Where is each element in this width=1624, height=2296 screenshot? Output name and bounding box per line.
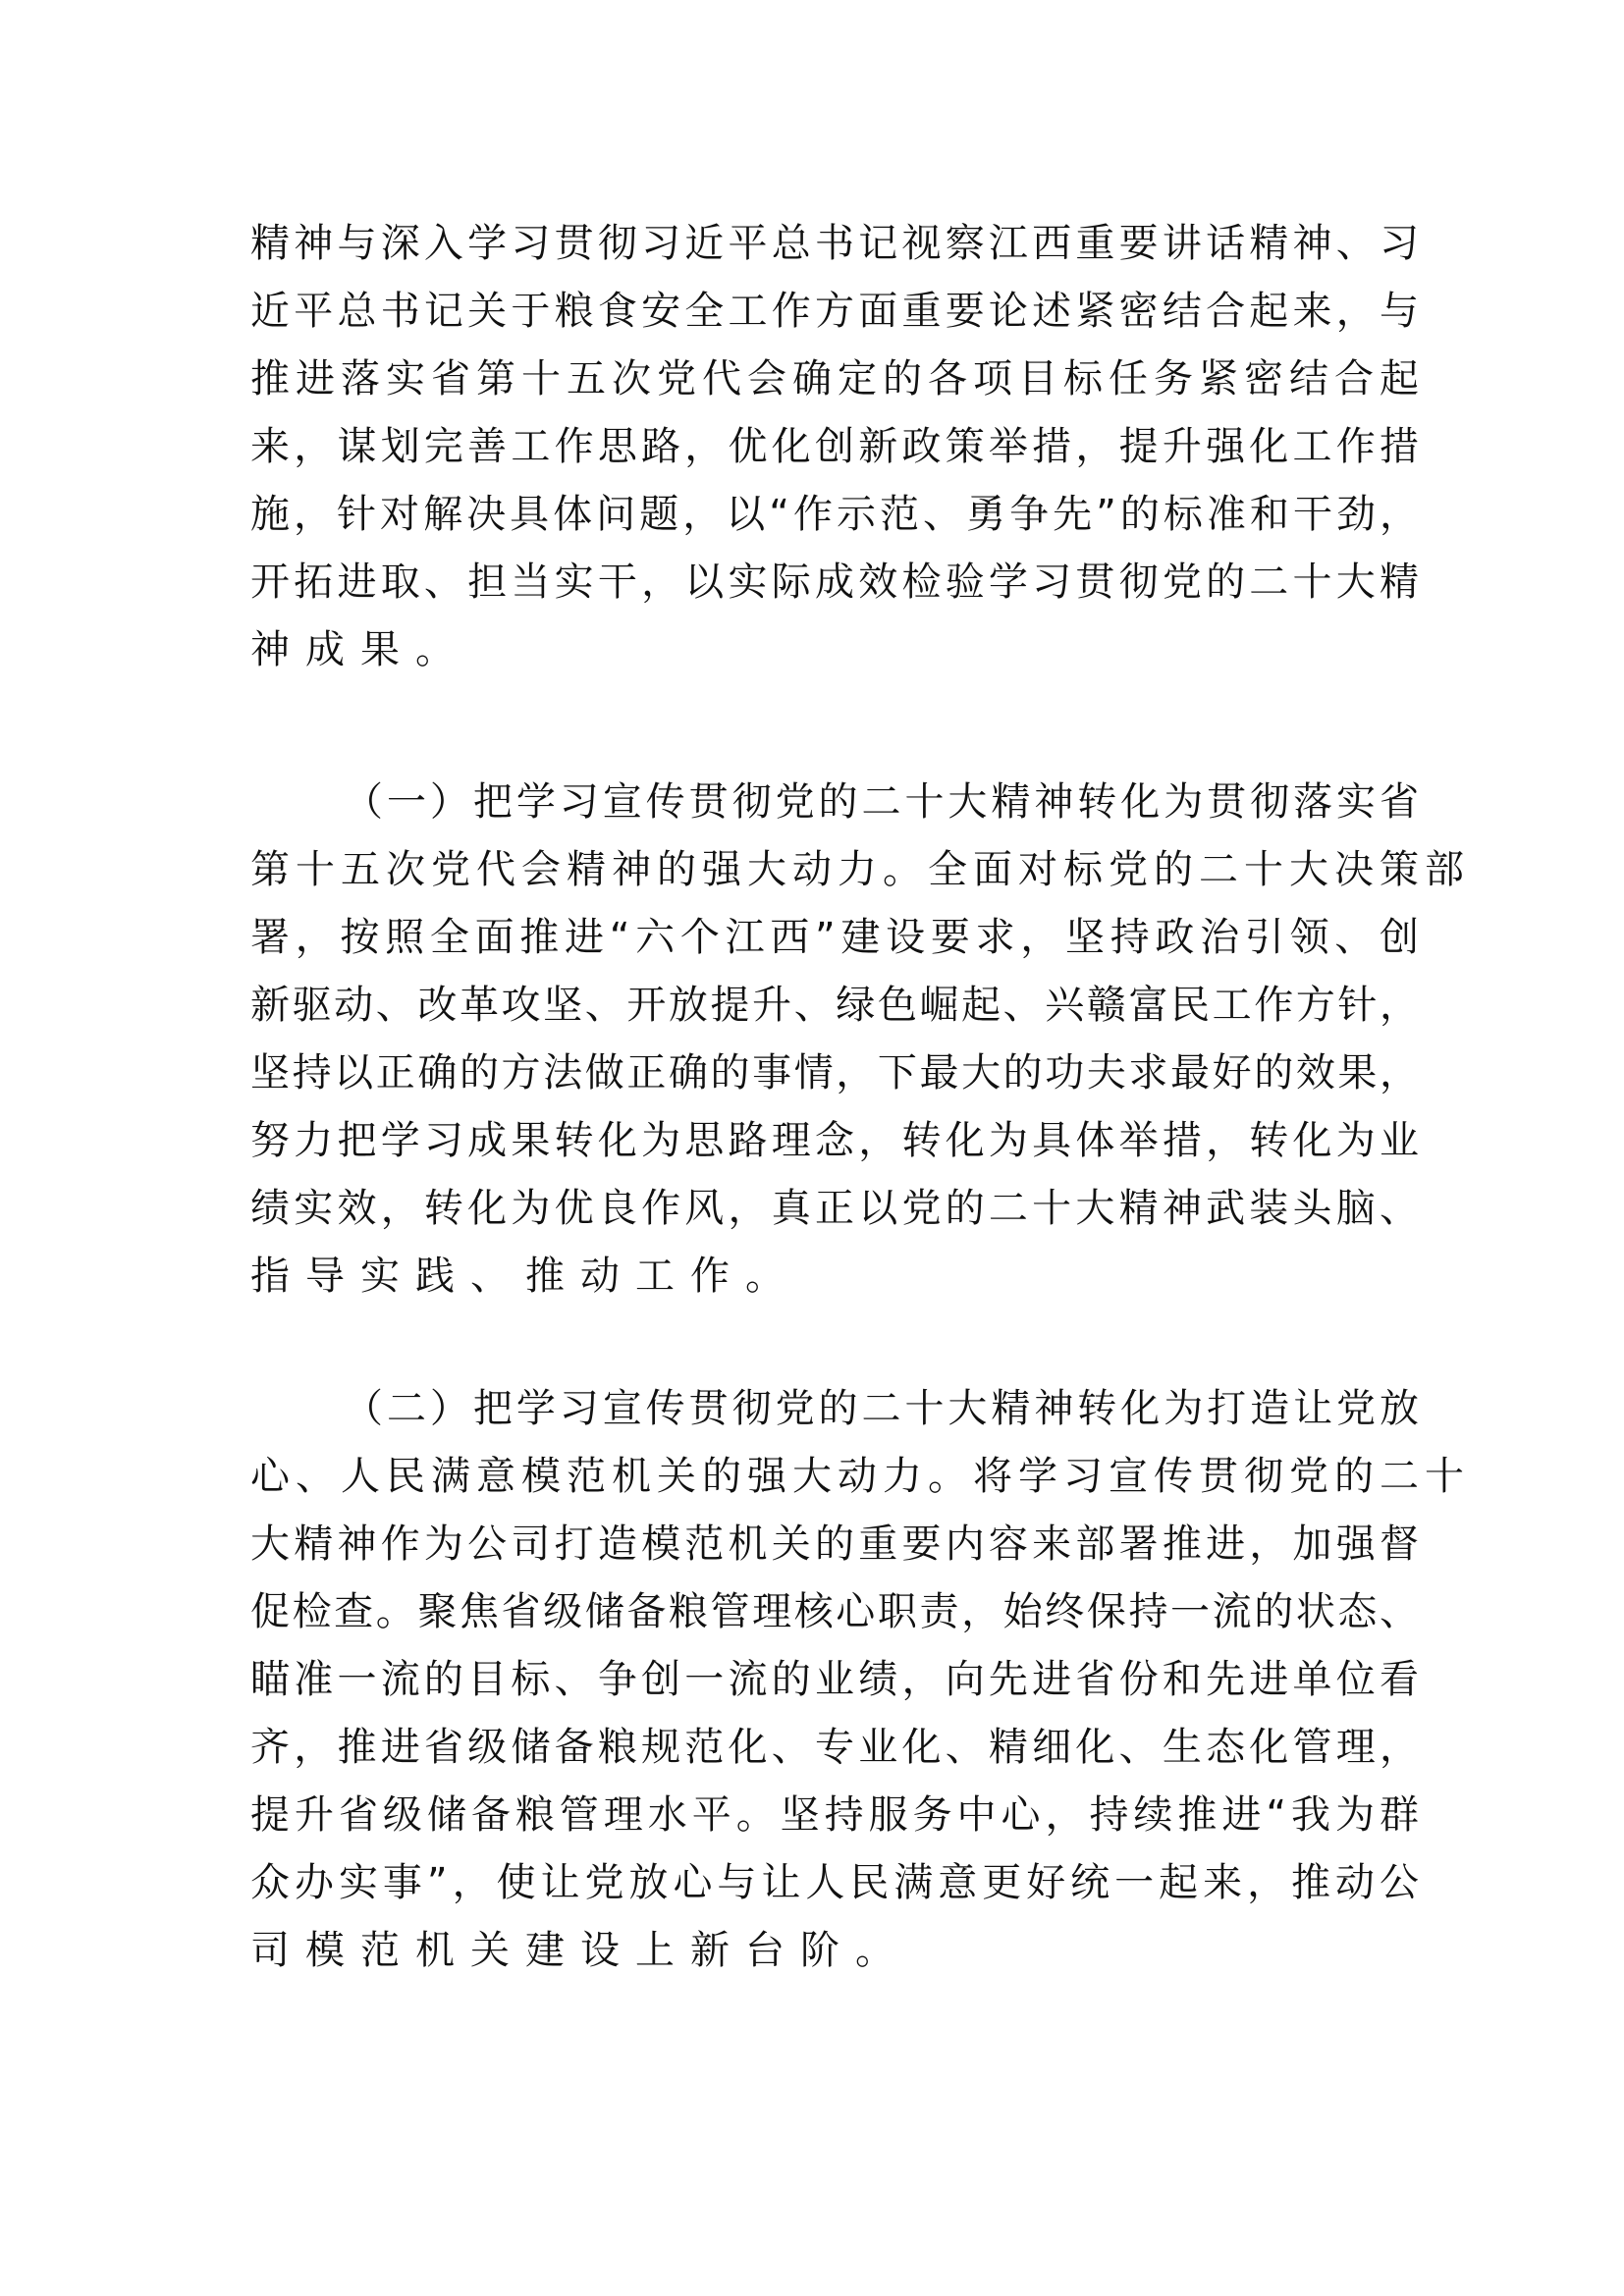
line-text: 坚持以正确的方法做正确的事情，下最大的功夫求最好的效果， [250,1050,1419,1095]
heading-text: （二）把学习宣传贯彻党的二十大精神转化为打造让党放 [344,1386,1419,1431]
line-text: 署，按照全面推进“六个江西”建设要求，坚持政治引领、创 [250,915,1419,960]
heading-text: （一）把学习宣传贯彻党的二十大精神转化为贯彻落实省 [344,779,1419,825]
line-text: 齐，推进省级储备粮规范化、专业化、精细化、生态化管理， [250,1725,1419,1770]
line-text: 努力把学习成果转化为思路理念，转化为具体举措，转化为业 [250,1118,1419,1163]
text-line [250,553,1419,612]
line-text: 精神与深入学习贯彻习近平总书记视察江西重要讲话精神、习 [250,221,1419,266]
line-text: 开拓进取、担当实干，以实际成效检验学习贯彻党的二十大精 [250,560,1419,605]
text-line [250,1582,1419,1641]
line-text: 瞄准一流的目标、争创一流的业绩，向先进省份和先进单位看 [250,1657,1419,1702]
text-line [250,1921,1419,1980]
line-text: 司模范机关建设上新台阶。 [250,1928,910,1973]
text-line [250,349,1419,408]
heading-text-continuation: 心、人民满意模范机关的强大动力。 [250,1454,973,1499]
line-text: 众办实事”，使让党放心与让人民满意更好统一起来，推动公 [250,1860,1419,1905]
text-line [250,1650,1419,1709]
text-line [250,976,1419,1035]
line-text: 推进落实省第十五次党代会确定的各项目标任务紧密结合起 [250,356,1419,401]
text-line [250,214,1419,273]
line-text: 全面对标党的二十大决策部 [928,847,1470,892]
line-text: 近平总书记关于粮食安全工作方面重要论述紧密结合起来，与 [250,289,1419,334]
text-line [250,908,1419,967]
line-text: 将学习宣传贯彻党的二十 [973,1454,1470,1499]
text-line [250,1247,1419,1306]
line-text: 神成果。 [250,627,470,672]
line-text: 绩实效，转化为优良作风，真正以党的二十大精神武装头脑、 [250,1186,1419,1231]
section-heading-2 [344,1379,1419,1438]
text-line [250,1447,1470,1506]
heading-text-continuation: 第十五次党代会精神的强大动力。 [250,847,928,892]
text-line [250,1718,1419,1777]
line-text: 施，针对解决具体问题，以“作示范、勇争先”的标准和干劲， [250,492,1419,537]
text-line [250,1515,1419,1574]
line-text: 促检查。聚焦省级储备粮管理核心职责，始终保持一流的状态、 [250,1589,1419,1634]
text-line [250,1111,1419,1170]
line-text: 提升省级储备粮管理水平。坚持服务中心，持续推进“我为群 [250,1792,1419,1838]
line-text: 指导实践、推动工作。 [250,1254,800,1299]
text-line [250,1043,1419,1102]
line-text: 新驱动、改革攻坚、开放提升、绿色崛起、兴赣富民工作方针， [250,983,1419,1028]
text-line [250,840,1470,899]
line-text: 大精神作为公司打造模范机关的重要内容来部署推进，加强督 [250,1522,1419,1567]
section-heading-1 [344,773,1419,831]
text-line [250,417,1419,476]
text-line [250,1786,1419,1844]
line-text: 来，谋划完善工作思路，优化创新政策举措，提升强化工作措 [250,424,1419,469]
text-line [250,1179,1419,1238]
text-line [250,1853,1419,1912]
text-line [250,485,1419,544]
text-line [250,282,1419,341]
text-line [250,620,1419,679]
